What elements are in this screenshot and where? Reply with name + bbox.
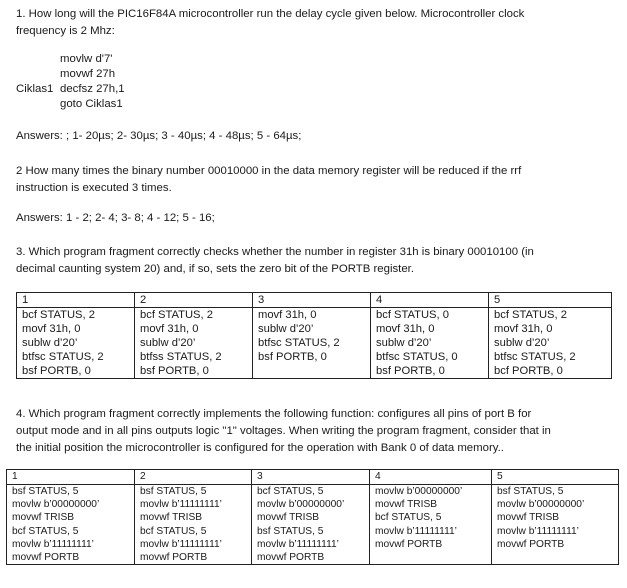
code-line: movwf TRISB [497, 512, 560, 524]
code-line: movwf PORTB [140, 552, 208, 564]
code-line: movlw b’11111111’ [140, 538, 222, 550]
code-line: movf 31h, 0 [22, 323, 81, 335]
code-line: btfsc STATUS, 2 [494, 351, 576, 363]
code-line: bsf STATUS, 5 [140, 486, 207, 497]
code-line: sublw d’20’ [494, 337, 550, 349]
q4-text-line1: 4. Which program fragment correctly implements the following function: configures all pins of port B for [16, 408, 532, 420]
q2-text-line1: 2 How many times the binary number 00010000 in the data memory register will be reduced if the rrf [16, 165, 522, 177]
code-line: bcf STATUS, 2 [140, 309, 213, 321]
code-line: bsf STATUS, 5 [497, 486, 564, 497]
code-line: movf 31h, 0 [258, 309, 317, 321]
code-line: btfsc STATUS, 2 [258, 337, 340, 349]
q3-option-2-number: 2 [135, 293, 253, 308]
code-line: btfsc STATUS, 2 [22, 351, 104, 363]
code-line: movf 31h, 0 [494, 323, 553, 335]
q1-text-line2: frequency is 2 Mhz: [16, 25, 115, 37]
q3-text-line1: 3. Which program fragment correctly checks whether the number in register 31h is binary 00010100 (in [16, 246, 534, 258]
code-line: movwf PORTB [12, 552, 80, 564]
code-line: movwf TRISB [140, 512, 203, 524]
code-line: movf 31h, 0 [376, 323, 435, 335]
q4-header-row [7, 470, 619, 485]
code-line: movlw b’11111111’ [497, 525, 579, 537]
code-line: bcf STATUS, 5 [257, 486, 324, 497]
code-line: bsf PORTB, 0 [140, 365, 209, 377]
q4-option-5-number: 5 [492, 470, 619, 485]
q1-code-line-4: goto Ciklas1 [60, 98, 123, 110]
q4-option-3-number: 3 [252, 470, 370, 485]
code-line: bcf STATUS, 5 [140, 525, 207, 537]
code-line: bsf STATUS, 5 [12, 486, 79, 497]
q4-option-5-code [492, 485, 619, 565]
q3-header-row [17, 293, 612, 308]
q4-option-3-code [252, 485, 370, 565]
q3-text-line2: decimal caunting system 20) and, if so, sets the zero bit of the PORTB register. [16, 263, 415, 275]
q4-option-2-code [135, 485, 252, 565]
q4-options-table [6, 469, 619, 565]
code-line: bsf PORTB, 0 [376, 365, 445, 377]
code-line: sublw d’20’ [140, 337, 196, 349]
q1-text-line1: 1. How long will the PIC16F84A microcontroller run the delay cycle given below. Microcontroller clock [16, 8, 525, 20]
q1-code-line-2: movwf 27h [60, 68, 116, 80]
code-line: bcf STATUS, 5 [12, 525, 79, 537]
q4-code-row [7, 485, 619, 565]
code-line: btfss STATUS, 2 [140, 351, 222, 363]
q3-option-3-code [253, 308, 371, 379]
code-line: bcf STATUS, 0 [376, 309, 449, 321]
q4-option-4-number: 4 [370, 470, 492, 485]
q4-option-1-code [7, 485, 135, 565]
code-line: btfsc STATUS, 0 [376, 351, 458, 363]
code-line: bcf STATUS, 2 [494, 309, 567, 321]
q3-option-3-number: 3 [253, 293, 371, 308]
code-line: movwf PORTB [257, 552, 325, 564]
code-line: movwf TRISB [375, 499, 438, 511]
code-line: movlw b’11111111’ [140, 499, 222, 511]
code-line: sublw d’20’ [376, 337, 432, 349]
code-line: movwf PORTB [497, 538, 565, 550]
q4-text-line3: the initial position the microcontroller is configured for the operation with Bank 0 of data memory.. [16, 442, 504, 454]
q4-text-line2: output mode and in all pins outputs logic "1" voltages. When writing the program fragment, consider that in [16, 425, 551, 437]
q3-option-4-number: 4 [371, 293, 489, 308]
code-line: bcf PORTB, 0 [494, 365, 563, 377]
code-line: bsf PORTB, 0 [258, 351, 327, 363]
q3-options-table [16, 292, 612, 379]
code-line: movlw b’11111111’ [12, 538, 94, 550]
q3-code-row [17, 308, 612, 379]
code-line: bsf PORTB, 0 [22, 365, 91, 377]
q1-code-label: Ciklas1 [16, 83, 54, 95]
code-line: bcf STATUS, 5 [375, 512, 442, 524]
q1-code-line-3: decfsz 27h,1 [60, 83, 125, 95]
q3-option-2-code [135, 308, 253, 379]
code-line: movwf TRISB [12, 512, 75, 524]
q4-option-2-number: 2 [135, 470, 252, 485]
code-line: sublw d’20’ [22, 337, 78, 349]
code-line: movlw b’00000000’ [497, 499, 585, 511]
code-line: bcf STATUS, 2 [22, 309, 95, 321]
code-line: movlw b’11111111’ [257, 538, 339, 550]
code-line: movwf PORTB [375, 538, 443, 550]
code-line: sublw d’20’ [258, 323, 314, 335]
q4-option-1-number: 1 [7, 470, 135, 485]
code-line: bsf STATUS, 5 [257, 525, 324, 537]
code-line: movlw b’00000000’ [12, 499, 100, 511]
code-line: movlw b’00000000’ [257, 499, 345, 511]
code-line: movwf TRISB [257, 512, 320, 524]
q3-option-1-code [17, 308, 135, 379]
code-line: movf 31h, 0 [140, 323, 199, 335]
q3-option-5-number: 5 [489, 293, 612, 308]
q1-code-line-1: movlw d'7' [60, 53, 113, 65]
q2-answers: Answers: 1 - 2; 2- 4; 3- 8; 4 - 12; 5 - 16; [16, 212, 215, 224]
q4-option-4-code [370, 485, 492, 565]
code-line: movlw b’00000000’ [375, 486, 463, 497]
q3-option-4-code [371, 308, 489, 379]
q3-option-5-code [489, 308, 612, 379]
q2-text-line2: instruction is executed 3 times. [16, 182, 172, 194]
q3-option-1-number: 1 [17, 293, 135, 308]
q1-answers: Answers: ; 1- 20µs; 2- 30µs; 3 - 40µs; 4 - 48µs; 5 - 64µs; [16, 130, 302, 142]
code-line: movlw b’11111111’ [375, 525, 457, 537]
